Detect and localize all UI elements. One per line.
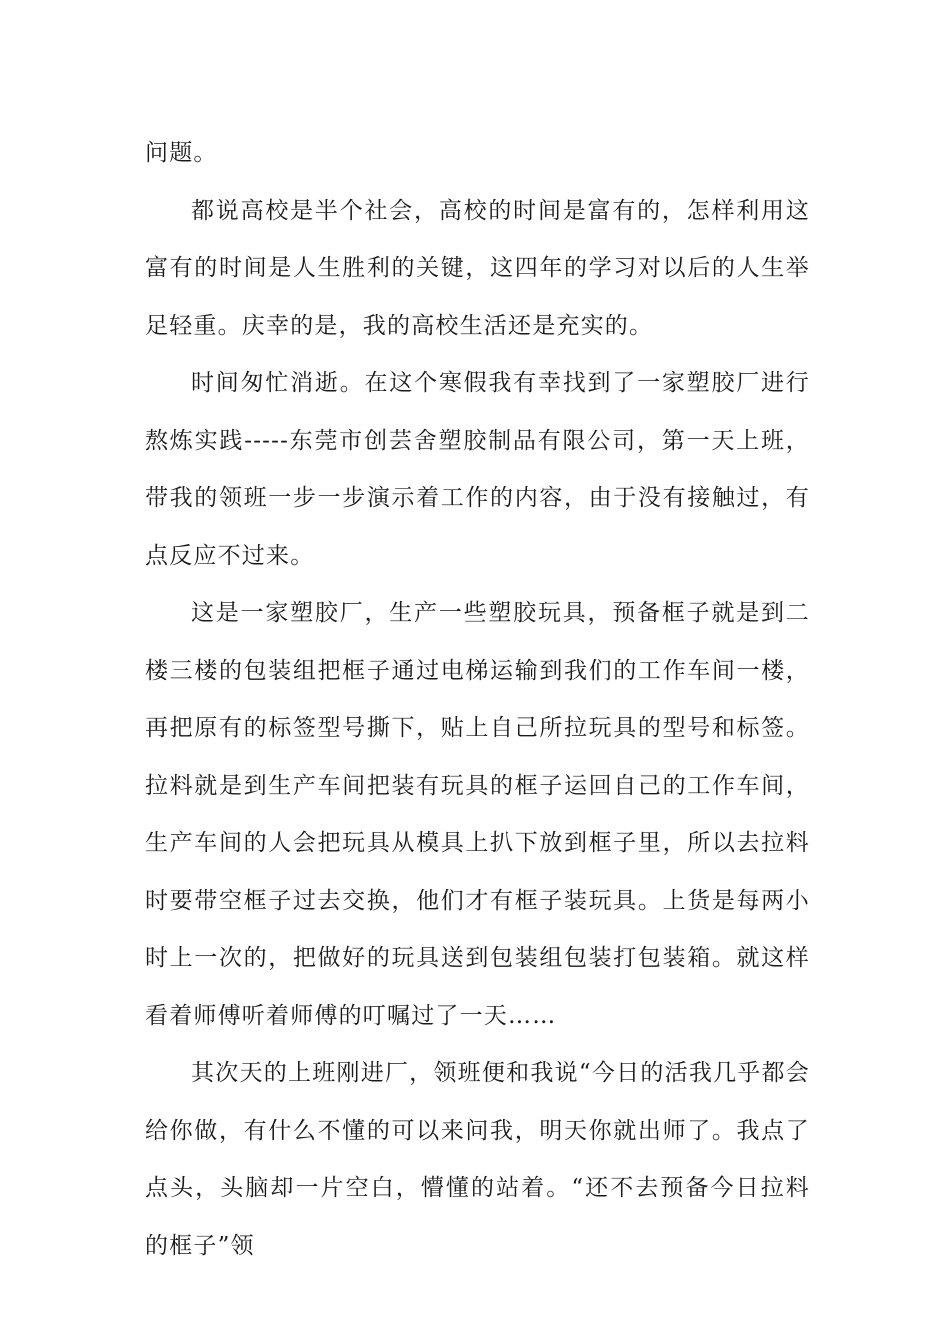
paragraph: 都说高校是半个社会，高校的时间是富有的，怎样利用这富有的时间是人生胜利的关键，这四年的学习对以后的人生举足轻重。庆幸的是，我的高校生活还是充实的。 [145, 197, 810, 339]
body-text [145, 125, 810, 1275]
paragraph: 这是一家塑胶厂，生产一些塑胶玩具，预备框子就是到二楼三楼的包装组把框子通过电梯运输到我们的工作车间一楼，再把原有的标签型号撕下，贴上自己所拉玩具的型号和标签。拉料就是到生产车间把装有玩具的框子运回自己的工作车间，生产车间的人会把玩具从模具上扒下放到框子里，所以去拉料时要带空框子过去交换，他们才有框子装玩具。上货是每两小时上一次的，把做好的玩具送到包装组包装打包装箱。就这样看着师傅听着师傅的叮嘱过了一天…… [145, 600, 810, 1029]
paragraph: 时间匆忙消逝。在这个寒假我有幸找到了一家塑胶厂进行熬炼实践-----东莞市创芸舍塑胶制品有限公司，第一天上班，带我的领班一步一步演示着工作的内容，由于没有接触过，有点反应不过来。 [145, 370, 810, 569]
paragraph: 问题。 [145, 140, 218, 166]
paragraph: 其次天的上班刚进厂，领班便和我说“今日的活我几乎都会给你做，有什么不懂的可以来问我，明天你就出师了。我点了点头，头脑却一片空白，懵懂的站着。“还不去预备今日拉料的框子”领 [145, 1060, 810, 1259]
